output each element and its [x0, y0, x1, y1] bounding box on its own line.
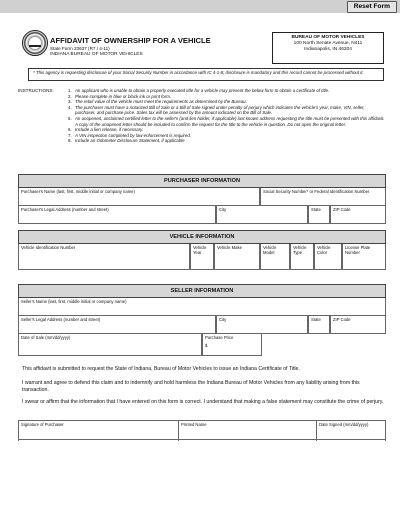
signature-field[interactable]: Signature of Purchaser: [18, 421, 178, 441]
form-number: State Form 23637 (R7 / 4-11): [50, 46, 110, 51]
printed-name-field[interactable]: Printed Name: [178, 421, 316, 441]
bmv-city: Indianapolis, IN 46204: [304, 47, 352, 52]
license-plate-field[interactable]: License Plate Number: [342, 244, 386, 270]
seller-city-field[interactable]: City: [216, 316, 308, 334]
purchaser-section-heading: PURCHASER INFORMATION: [18, 174, 386, 188]
toolbar: [0, 0, 400, 13]
vehicle-type-field[interactable]: Vehicle Type: [290, 244, 314, 270]
vehicle-model-field[interactable]: Vehicle Model: [260, 244, 290, 270]
instruction-item: 2. Please complete in blue or black ink or print form.: [68, 93, 172, 99]
purchase-price-field[interactable]: Purchase Price $: [202, 334, 262, 356]
instruction-item: 4. The purchaser must have a notarized Bill of Sale or a Bill of Sale signed under penalty of perjury which indicates the vehicle's year, make, VIN, seller, purchaser, and purchase price. Sales tax will be assessed by the amount indicated on the Bill of Sale.: [68, 104, 365, 116]
purchaser-state-field[interactable]: State: [308, 206, 330, 224]
ssn-notice: * This agency is requesting disclosure of your Social Security Number in accordance with IC 4-1-8; disclosure is mandatory and this record cannot be processed without it.: [28, 68, 384, 81]
bmv-address-box: [272, 32, 384, 64]
instructions-label: INSTRUCTIONS:: [18, 88, 54, 93]
vehicle-year-field[interactable]: Vehicle Year: [190, 244, 214, 270]
date-of-sale-field[interactable]: Date of Sale (mm/dd/yyyy): [18, 334, 202, 356]
instruction-item: 1. An applicant who is unable to obtain a properly executed title for a vehicle may present the below form to obtain a certificate of title.: [68, 88, 330, 93]
statement-paragraph: This affidavit is submitted to request the State of Indiana, Bureau of Motor Vehicles to issue an Indiana Certificate of Title.: [22, 366, 300, 372]
bmv-name: BUREAU OF MOTOR VEHICLES: [291, 35, 365, 40]
purchaser-city-field[interactable]: City: [216, 206, 308, 224]
instruction-item: 5. An unopened, unclaimed certified letter to the seller's (and lien holder, if applicable) last known address requesting the title must be presented with this affidavit. A copy of the unopened letter should be included to confirm the request for the title to the vehicle in question. Do not open the original letter.: [68, 115, 385, 127]
date-signed-field[interactable]: Date Signed (mm/dd/yyyy): [316, 421, 386, 441]
instruction-item: 8. Include an Odometer Disclosure Statement, if applicable: [68, 138, 185, 144]
vehicle-make-field[interactable]: Vehicle Make: [214, 244, 260, 270]
form-title: AFFIDAVIT OF OWNERSHIP FOR A VEHICLE: [50, 36, 211, 45]
agency-name: INDIANA BUREAU OF MOTOR VEHICLES: [50, 52, 143, 57]
indiana-state-seal-icon: [22, 30, 48, 56]
vin-field[interactable]: Vehicle Identification Number: [18, 244, 190, 270]
seller-name-field[interactable]: Seller's Name (last, first, middle initial or company name): [18, 298, 386, 316]
instruction-item: 7. A VIN inspection completed by law enforcement is required.: [68, 132, 192, 138]
signature-row: [18, 420, 386, 440]
vehicle-section-heading: VEHICLE INFORMATION: [18, 230, 386, 244]
vehicle-color-field[interactable]: Vehicle Color: [314, 244, 342, 270]
bmv-street: 100 North Senate Avenue, N411: [293, 41, 363, 46]
price-currency: $: [205, 343, 208, 348]
purchaser-address-field[interactable]: Purchaser's Legal Address (number and street): [18, 206, 216, 224]
seller-address-field[interactable]: Seller's Legal Address (number and street): [18, 316, 216, 334]
instruction-item: 3. The retail value of the vehicle must meet the requirements as determined by the Bureau.: [68, 99, 247, 105]
purchaser-name-field[interactable]: Purchaser's Name (last, first, middle initial or company name): [18, 188, 260, 206]
seller-section-heading: SELLER INFORMATION: [18, 284, 386, 298]
seller-zip-field[interactable]: ZIP Code: [330, 316, 386, 334]
instructions-list: [68, 88, 386, 144]
statement-paragraph: I warrant and agree to defend this claim and to indemnify and hold harmless the Indiana Bureau of Motor Vehicles from any liability arising from this transaction.: [22, 380, 360, 393]
seller-state-field[interactable]: State: [308, 316, 330, 334]
instruction-item: 6. Include a lien release, if necessary.: [68, 127, 144, 133]
purchaser-zip-field[interactable]: ZIP Code: [330, 206, 386, 224]
purchaser-ssn-field[interactable]: Social Security Number* or Federal Identification Number: [260, 188, 386, 206]
reset-form-button[interactable]: Reset Form: [347, 1, 397, 13]
statement-paragraph: I swear or affirm that the information that I have entered on this form is correct. I understand that making a false statement may constitute the crime of perjury.: [22, 399, 384, 405]
